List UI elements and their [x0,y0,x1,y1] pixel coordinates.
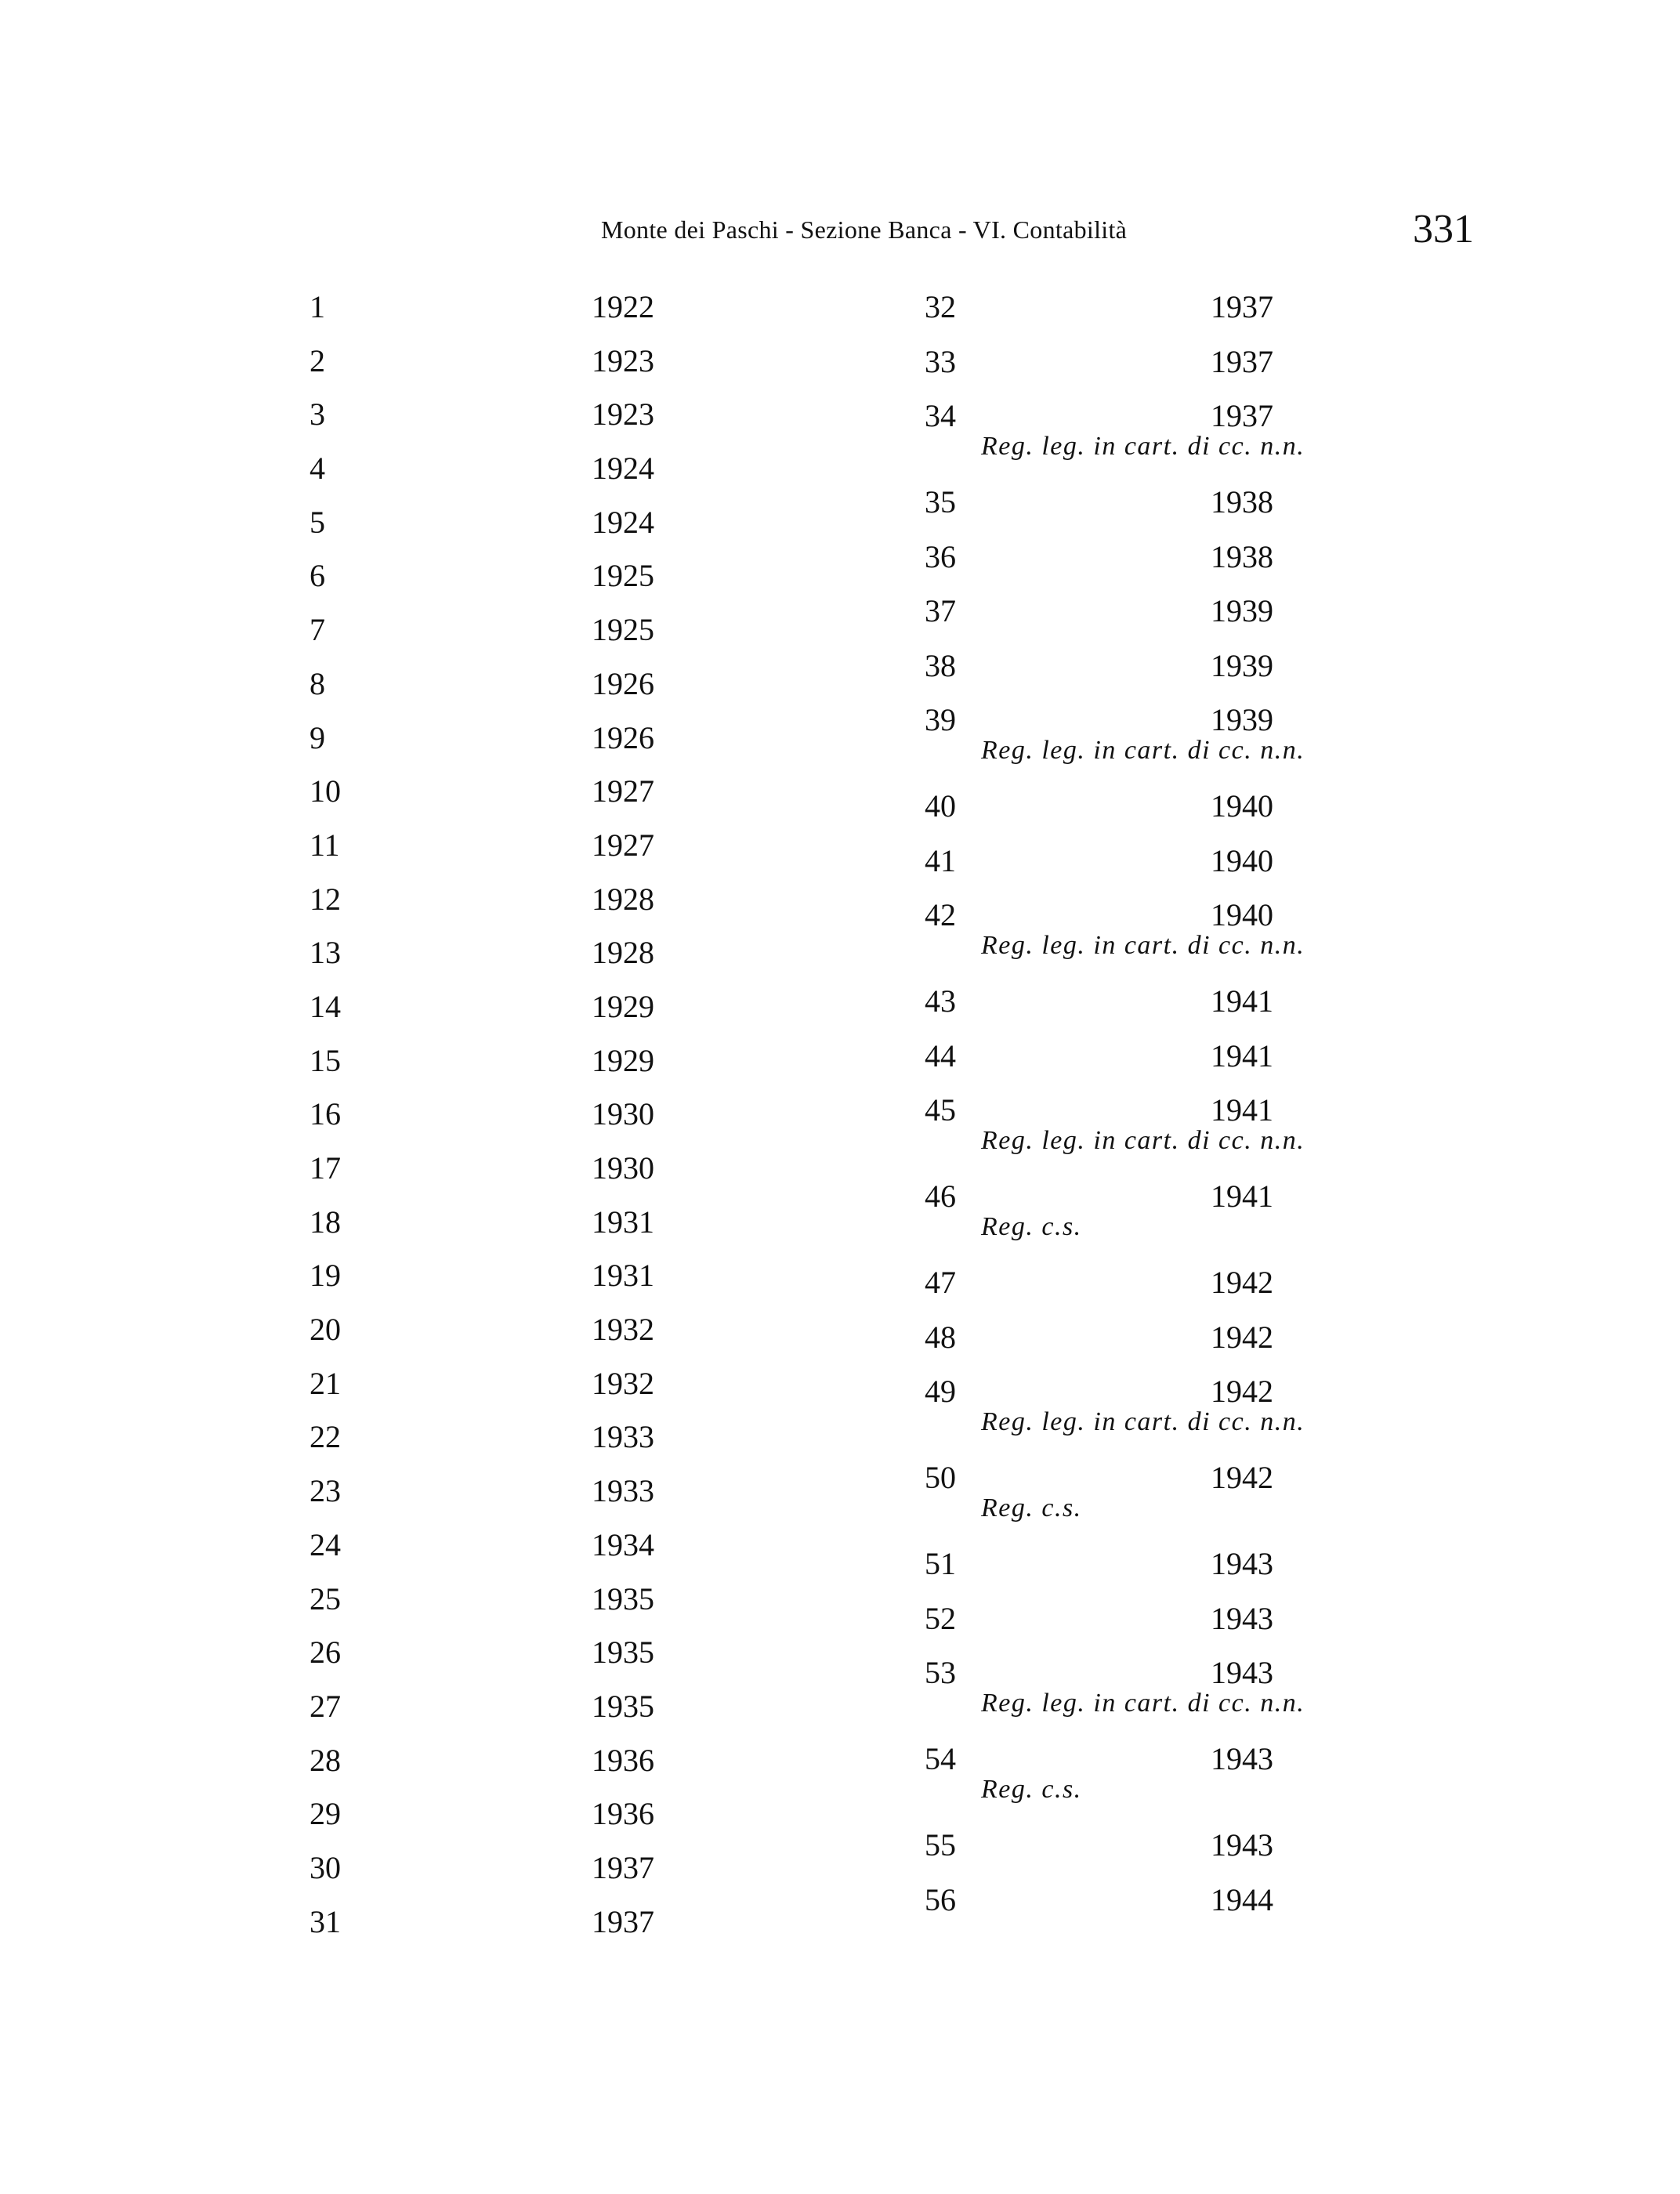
entry-number: 43 [925,983,956,1019]
entry-number: 17 [310,1150,341,1186]
register-entry [310,988,678,1042]
entry-number: 23 [310,1473,341,1509]
entry-number: 32 [925,289,956,324]
register-entry [925,983,1332,1037]
entry-year: 1925 [592,612,654,648]
entry-year: 1930 [592,1150,654,1186]
running-title: Monte dei Paschi - Sezione Banca - VI. Contabilità [601,215,1128,244]
register-entry [310,719,678,773]
register-entry [310,773,678,827]
entry-year: 1939 [1211,702,1273,737]
register-entry [925,1654,1332,1740]
entry-year: 1931 [592,1204,654,1240]
entry-number: 51 [925,1546,956,1581]
register-entry [310,1634,678,1688]
register-entry [310,1526,678,1580]
entry-year: 1943 [1211,1546,1273,1581]
entry-year: 1932 [592,1365,654,1401]
register-entry [310,827,678,881]
entry-note: Reg. c.s. [981,1212,1082,1241]
register-entry [925,1373,1332,1459]
register-entry [310,1472,678,1526]
entry-note: Reg. leg. in cart. di cc. n.n. [981,736,1305,765]
register-entry [925,397,1332,483]
entry-year: 1943 [1211,1827,1273,1863]
entry-number: 54 [925,1741,956,1776]
entry-number: 36 [925,538,956,574]
right-column [925,288,1332,1935]
register-entry [925,1545,1332,1600]
entry-number: 25 [310,1580,341,1617]
entry-number: 49 [925,1374,956,1409]
entry-year: 1933 [592,1419,654,1455]
register-entry [925,1827,1332,1881]
page-number: 331 [1413,207,1474,252]
register-entry [310,342,678,396]
register-entry [925,1740,1332,1827]
register-entry [925,1037,1332,1092]
entry-year: 1938 [1211,484,1273,520]
entry-year: 1927 [592,773,654,809]
entry-year: 1944 [1211,1881,1273,1917]
entry-year: 1937 [592,1849,654,1885]
entry-note: Reg. leg. in cart. di cc. n.n. [981,1689,1305,1718]
entry-number: 27 [310,1688,341,1724]
register-entry [310,1204,678,1258]
register-entry [310,557,678,611]
entry-year: 1941 [1211,983,1273,1019]
entry-number: 55 [925,1827,956,1863]
entry-year: 1936 [592,1742,654,1778]
entry-year: 1924 [592,451,654,487]
page-header [0,207,1680,262]
entry-number: 48 [925,1319,956,1355]
entry-number: 21 [310,1365,341,1401]
entry-year: 1923 [592,342,654,378]
entry-year: 1939 [1211,593,1273,628]
entry-number: 14 [310,988,341,1024]
entry-number: 56 [925,1881,956,1917]
entry-year: 1938 [1211,538,1273,574]
entry-number: 30 [310,1849,341,1885]
entry-year: 1924 [592,504,654,540]
entry-number: 53 [925,1655,956,1690]
entry-number: 22 [310,1419,341,1455]
entry-number: 50 [925,1460,956,1495]
entry-year: 1943 [1211,1600,1273,1636]
entry-number: 26 [310,1635,341,1671]
entry-year: 1937 [1211,343,1273,379]
entry-number: 24 [310,1526,341,1562]
entry-note: Reg. c.s. [981,1775,1082,1804]
entry-year: 1926 [592,719,654,755]
entry-year: 1941 [1211,1092,1273,1128]
register-entry [310,934,678,988]
entry-number: 13 [310,935,341,971]
register-entry [310,1903,678,1957]
entry-number: 20 [310,1312,341,1348]
entry-number: 3 [310,396,325,433]
register-entry [310,1580,678,1635]
entry-note: Reg. leg. in cart. di cc. n.n. [981,432,1305,461]
register-entry [925,1264,1332,1319]
entry-number: 40 [925,788,956,824]
entry-number: 41 [925,842,956,878]
entry-number: 19 [310,1258,341,1294]
entry-number: 6 [310,558,325,594]
register-entry [310,1849,678,1903]
entry-year: 1932 [592,1312,654,1348]
entry-year: 1927 [592,827,654,863]
entry-year: 1942 [1211,1460,1273,1495]
entry-number: 8 [310,665,325,701]
register-entry [310,396,678,450]
register-entry [925,483,1332,538]
register-entry [310,504,678,558]
entry-number: 15 [310,1042,341,1078]
register-entry [925,1881,1332,1936]
register-entry [925,1459,1332,1545]
entry-year: 1937 [1211,289,1273,324]
register-entry [925,1600,1332,1655]
entry-year: 1943 [1211,1655,1273,1690]
register-entry [310,1418,678,1472]
entry-number: 34 [925,398,956,433]
register-entry [310,1742,678,1796]
entry-year: 1925 [592,558,654,594]
entry-year: 1935 [592,1635,654,1671]
entry-year: 1940 [1211,788,1273,824]
register-entry [925,896,1332,983]
register-entry [310,665,678,719]
entry-number: 42 [925,897,956,932]
entry-number: 11 [310,827,340,863]
entry-year: 1937 [592,1903,654,1939]
entry-number: 12 [310,881,341,917]
entry-number: 5 [310,504,325,540]
entry-number: 1 [310,289,325,324]
entry-number: 28 [310,1742,341,1778]
entry-year: 1942 [1211,1374,1273,1409]
entry-number: 39 [925,702,956,737]
register-entry [310,881,678,935]
entry-year: 1935 [592,1688,654,1724]
entry-year: 1930 [592,1096,654,1132]
entry-number: 33 [925,343,956,379]
left-column [310,288,678,1957]
entry-number: 4 [310,451,325,487]
entry-number: 37 [925,593,956,628]
entry-note: Reg. leg. in cart. di cc. n.n. [981,1407,1305,1436]
register-entry [925,592,1332,647]
register-entry [310,1795,678,1849]
register-entry [310,288,678,342]
entry-number: 44 [925,1037,956,1073]
register-entry [310,1257,678,1311]
entry-number: 18 [310,1204,341,1240]
register-entry [310,1149,678,1204]
entry-year: 1940 [1211,842,1273,878]
register-entry [925,701,1332,787]
entry-year: 1940 [1211,897,1273,932]
entry-number: 2 [310,342,325,378]
entry-year: 1941 [1211,1178,1273,1214]
entry-year: 1942 [1211,1265,1273,1300]
entry-note: Reg. leg. in cart. di cc. n.n. [981,931,1305,960]
entry-year: 1943 [1211,1741,1273,1776]
entry-year: 1922 [592,289,654,324]
entry-number: 10 [310,773,341,809]
entry-number: 35 [925,484,956,520]
entry-number: 45 [925,1092,956,1128]
register-entry [925,1092,1332,1178]
entry-year: 1923 [592,396,654,433]
entry-year: 1934 [592,1526,654,1562]
entry-number: 29 [310,1796,341,1832]
register-entry [310,611,678,665]
entry-year: 1937 [1211,398,1273,433]
register-entry [925,647,1332,702]
entry-year: 1928 [592,881,654,917]
entry-year: 1926 [592,665,654,701]
register-entry [925,288,1332,343]
register-entry [925,1319,1332,1374]
entry-number: 9 [310,719,325,755]
register-entry [925,787,1332,842]
entry-year: 1931 [592,1258,654,1294]
register-entry [310,1688,678,1742]
register-entry [310,1311,678,1365]
entry-note: Reg. c.s. [981,1493,1082,1522]
entry-note: Reg. leg. in cart. di cc. n.n. [981,1126,1305,1155]
register-entry [310,1365,678,1419]
entry-year: 1942 [1211,1319,1273,1355]
entry-year: 1929 [592,1042,654,1078]
register-entry [310,1095,678,1149]
entry-number: 31 [310,1903,341,1939]
entry-number: 16 [310,1096,341,1132]
entry-year: 1936 [592,1796,654,1832]
entry-year: 1935 [592,1580,654,1617]
entry-number: 7 [310,612,325,648]
entry-year: 1933 [592,1473,654,1509]
entry-number: 46 [925,1178,956,1214]
register-entry [925,538,1332,593]
register-entry [925,343,1332,398]
entry-year: 1941 [1211,1037,1273,1073]
entry-year: 1939 [1211,647,1273,683]
entry-number: 38 [925,647,956,683]
register-entry [925,842,1332,897]
register-entry [925,1178,1332,1264]
register-entry [310,450,678,504]
register-entry [310,1042,678,1096]
entry-year: 1928 [592,935,654,971]
entry-year: 1929 [592,988,654,1024]
entry-number: 47 [925,1265,956,1300]
entry-number: 52 [925,1600,956,1636]
